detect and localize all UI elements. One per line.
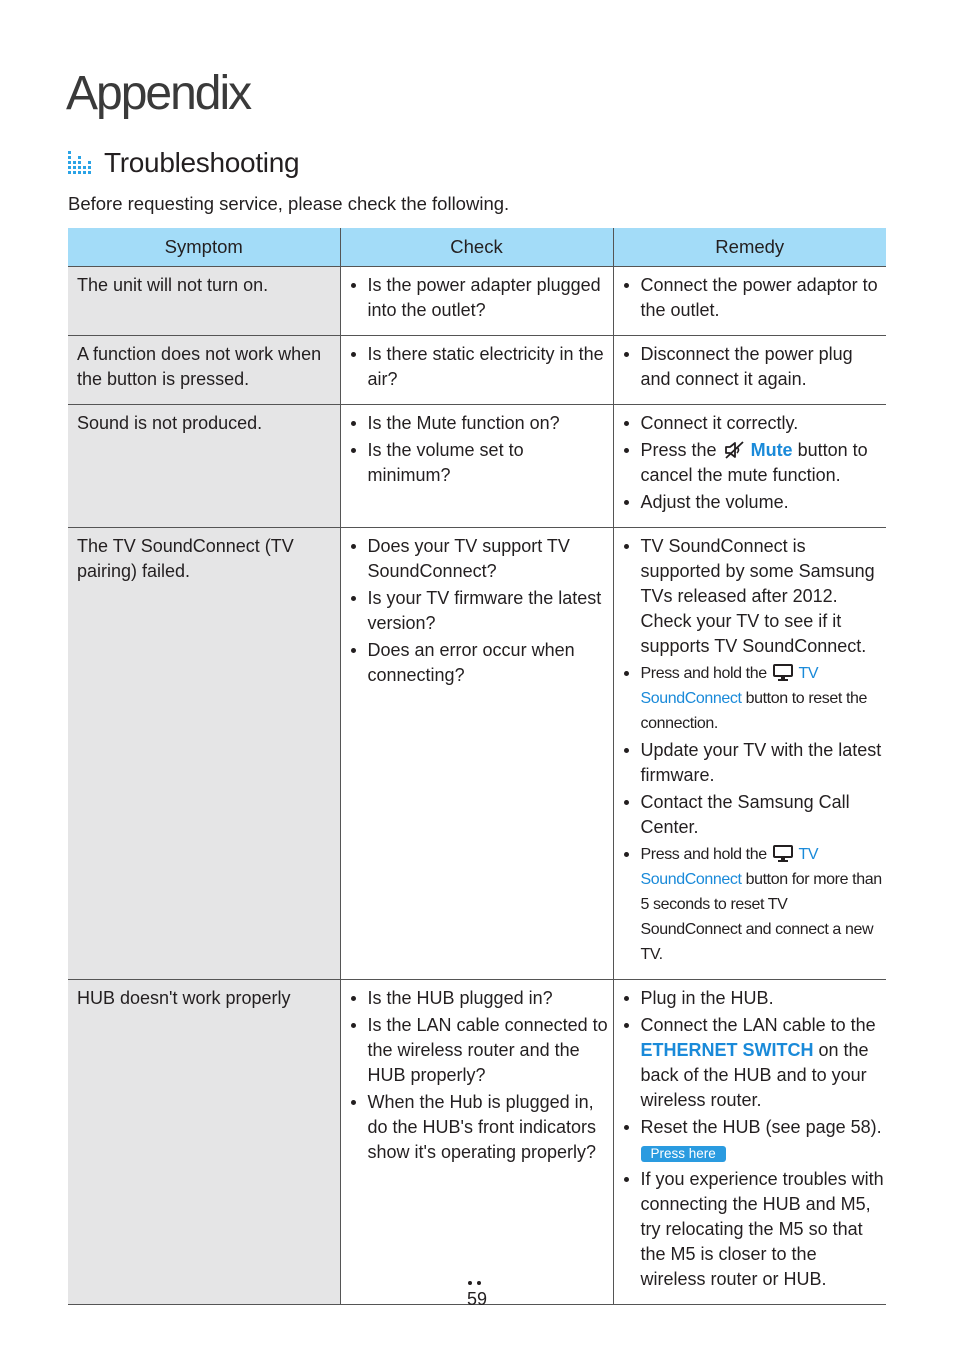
list-item: Connect the power adaptor to the outlet. (622, 273, 885, 323)
list-item: Is the volume set to minimum? (349, 438, 609, 488)
list-item (622, 1013, 885, 1113)
list-item: Is the HUB plugged in? (349, 986, 609, 1011)
check-cell (340, 980, 613, 1305)
list-item: Adjust the volume. (622, 490, 885, 515)
list-item: Update your TV with the latest firmware. (622, 738, 885, 788)
list-item: Disconnect the power plug and connect it again. (622, 342, 885, 392)
symptom-cell: HUB doesn't work properly (68, 980, 340, 1305)
remedy-text: on the back of the HUB and to your wireless router. (640, 1040, 869, 1110)
remedy-text: button to cancel the mute function. (640, 440, 868, 485)
list-item: When the Hub is plugged in, do the HUB's front indicators show it's operating properly? (349, 1090, 609, 1165)
list-item: Does an error occur when connecting? (349, 638, 609, 688)
remedy-cell (613, 336, 886, 405)
remedy-text: Press and hold the (640, 846, 767, 863)
remedy-cell (613, 267, 886, 336)
table-row (68, 405, 886, 528)
check-cell (340, 405, 613, 528)
table-row (68, 267, 886, 336)
page-number: 59 (466, 1289, 488, 1309)
section-title: Troubleshooting (104, 147, 300, 178)
check-cell (340, 267, 613, 336)
remedy-cell (613, 980, 886, 1305)
check-cell (340, 528, 613, 980)
remedy-text: Reset the HUB (see page 58). (640, 1117, 882, 1137)
list-item: Is there static electricity in the air? (349, 342, 609, 392)
list-item: Is the LAN cable connected to the wireless router and the HUB properly? (349, 1013, 609, 1088)
page-dots (468, 1281, 481, 1285)
mute-button-label: Mute (750, 440, 793, 460)
mute-icon (724, 441, 744, 459)
table-row (68, 528, 886, 980)
list-item: Contact the Samsung Call Center. (622, 790, 885, 840)
remedy-cell (613, 405, 886, 528)
section-heading (68, 147, 299, 179)
remedy-text: Connect the LAN cable to the (640, 1015, 876, 1035)
list-item: Does your TV support TV SoundConnect? (349, 534, 609, 584)
symptom-cell: Sound is not produced. (68, 405, 340, 528)
list-item: If you experience troubles with connecting the HUB and M5, try relocating the M5 so that the M5 is closer to the wireless router or HUB. (622, 1167, 885, 1292)
remedy-text: button for more than 5 seconds to reset TV SoundConnect and connect a new TV. (640, 871, 882, 963)
press-here-button[interactable]: Press here (641, 1146, 726, 1162)
equalizer-icon (68, 151, 93, 176)
list-item (622, 842, 885, 967)
list-item: Is your TV firmware the latest version? (349, 586, 609, 636)
tv-icon (773, 664, 793, 681)
list-item (622, 1115, 885, 1165)
symptom-cell: The TV SoundConnect (TV pairing) failed. (68, 528, 340, 980)
symptom-cell: The unit will not turn on. (68, 267, 340, 336)
remedy-text: Press and hold the (640, 665, 767, 682)
list-item (622, 438, 885, 488)
intro-text: Before requesting service, please check the following. (68, 193, 510, 214)
table-header-row (68, 228, 886, 267)
header-symptom: Symptom (68, 228, 340, 267)
tv-soundconnect-label: TV SoundConnect (640, 846, 819, 888)
list-item: TV SoundConnect is supported by some Samsung TVs released after 2012. Check your TV to see if it supports TV SoundConnect. (622, 534, 885, 659)
list-item: Plug in the HUB. (622, 986, 885, 1011)
symptom-cell: A function does not work when the button is pressed. (68, 336, 340, 405)
remedy-text: button to reset the connection. (640, 690, 867, 732)
ethernet-switch-label: ETHERNET SWITCH (640, 1040, 814, 1060)
remedy-text: Press the (640, 440, 717, 460)
list-item: Is the power adapter plugged into the outlet? (349, 273, 609, 323)
list-item (622, 661, 885, 736)
tv-soundconnect-label: TV SoundConnect (640, 665, 819, 707)
page-title: Appendix (66, 67, 251, 120)
list-item: Connect it correctly. (622, 411, 885, 436)
table-row (68, 336, 886, 405)
list-item: Is the Mute function on? (349, 411, 609, 436)
header-remedy: Remedy (613, 228, 886, 267)
table-row (68, 980, 886, 1305)
remedy-cell (613, 528, 886, 980)
troubleshooting-table (68, 228, 886, 1305)
check-cell (340, 336, 613, 405)
tv-icon (773, 845, 793, 862)
header-check: Check (340, 228, 613, 267)
